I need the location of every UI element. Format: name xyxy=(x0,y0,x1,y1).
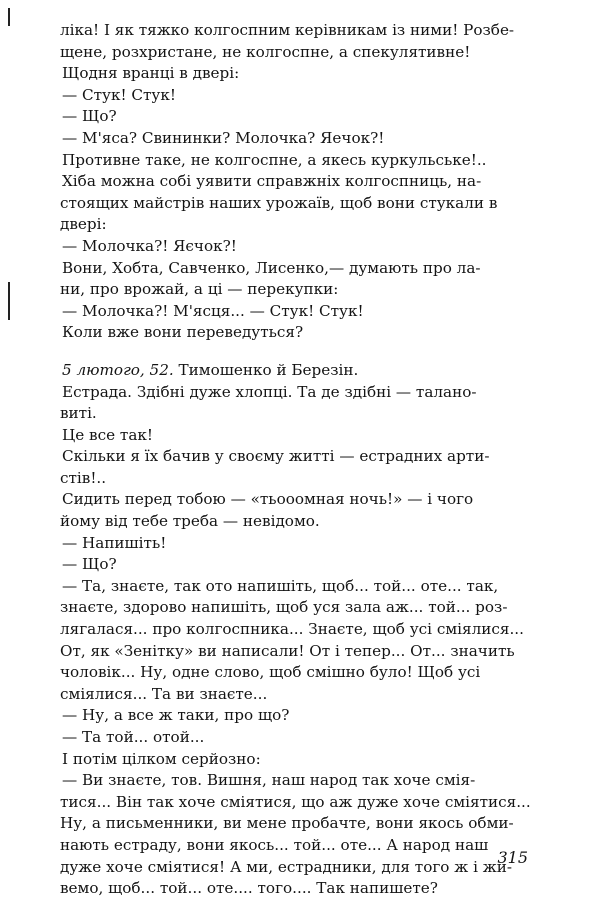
entry-date: 5 лютого, 52. xyxy=(62,360,174,379)
text-line: виті. xyxy=(60,404,97,423)
text-line: Це все так! xyxy=(62,425,153,444)
text-line: Ну, а письменники, ви мене пробачте, вони якось обми- xyxy=(60,814,514,833)
text-line: — М'яса? Свининки? Молочка? Яечок?! xyxy=(62,128,385,147)
text-line: — Та той... отой... xyxy=(62,728,205,746)
text-line: ліка! І як тяжко колгоспним керівникам із ними! Розбе- xyxy=(60,21,515,39)
text-line: знаєте, здорово напишіть, щоб уся зала аж... той... роз- xyxy=(60,598,508,617)
text-line: — Що? xyxy=(62,107,117,126)
text-line: Вони, Хобта, Савченко, Лисенко,— думають про ла- xyxy=(62,258,481,277)
text-line: щене, розхристане, не колгоспне, а спекулятивне! xyxy=(60,42,471,61)
text-line: нають естраду, вони якось... той... оте... А народ наш xyxy=(60,835,489,854)
text-line: ни, про врожай, а ці — перекупки: xyxy=(60,280,339,299)
text-line: дуже хоче сміятися! А ми, естрадники, для того ж і жи- xyxy=(60,857,512,876)
page-text xyxy=(60,20,538,900)
text-line: йому від тебе треба — невідомо. xyxy=(60,512,320,531)
text-line: Противне таке, не колгоспне, а якесь куркульське!.. xyxy=(62,150,487,169)
margin-mark xyxy=(8,8,10,26)
text-line: Сидить перед тобою — «тьooомная ночь!» — і чого xyxy=(62,490,474,509)
text-line: Естрада. Здібні дуже хлопці. Та де здібні — талано- xyxy=(62,382,477,401)
margin-mark xyxy=(8,282,10,320)
text-line: стоящих майстрів наших урожаїв, щоб вони стукали в xyxy=(60,193,498,212)
text-line: чоловік... Ну, одне слово, щоб смішно було! Щоб усі xyxy=(60,663,481,682)
text-line: — Молочка?! М'ясця... — Стук! Стук! xyxy=(62,301,364,320)
entry-title: Тимошенко й Березін. xyxy=(178,360,359,379)
text-line: сміялися... Та ви знаєте... xyxy=(60,684,268,703)
text-line: вемо, щоб... той... оте.... того.... Так напишете? xyxy=(60,879,438,898)
text-line: — Стук! Стук! xyxy=(62,85,176,104)
text-line: — Ну, а все ж таки, про що? xyxy=(62,706,290,725)
text-line: От, як «Зенітку» ви написали! От і тепер... От... значить xyxy=(60,641,515,660)
text-line: двері: xyxy=(60,215,107,234)
text-line: — Напишіть! xyxy=(62,533,167,552)
text-line: — Та, знаєте, так ото напишіть, щоб... той... оте... так, xyxy=(62,576,499,595)
text-line: Скільки я їх бачив у своєму житті — естрадних арти- xyxy=(62,447,490,466)
page-number: 315 xyxy=(497,848,528,867)
text-line: тися... Він так хоче сміятися, що аж дуже хоче сміятися... xyxy=(60,792,531,811)
text-line: — Ви знаєте, тов. Вишня, наш народ так хоче смія- xyxy=(62,771,476,790)
text-line: Коли вже вони переведуться? xyxy=(62,323,304,342)
text-line: — Що? xyxy=(62,555,117,574)
text-line: стів!.. xyxy=(60,468,107,487)
text-line: — Молочка?! Яєчок?! xyxy=(62,236,237,255)
text-line: І потім цілком серйозно: xyxy=(62,749,261,768)
diary-entry-heading xyxy=(60,360,538,382)
text-line: Щодня вранці в двері: xyxy=(62,64,240,83)
text-line: лягалася... про колгоспника... Знаєте, щоб усі сміялися... xyxy=(60,620,524,639)
text-line: Хіба можна собі уявити справжніх колгоспниць, на- xyxy=(62,172,482,191)
